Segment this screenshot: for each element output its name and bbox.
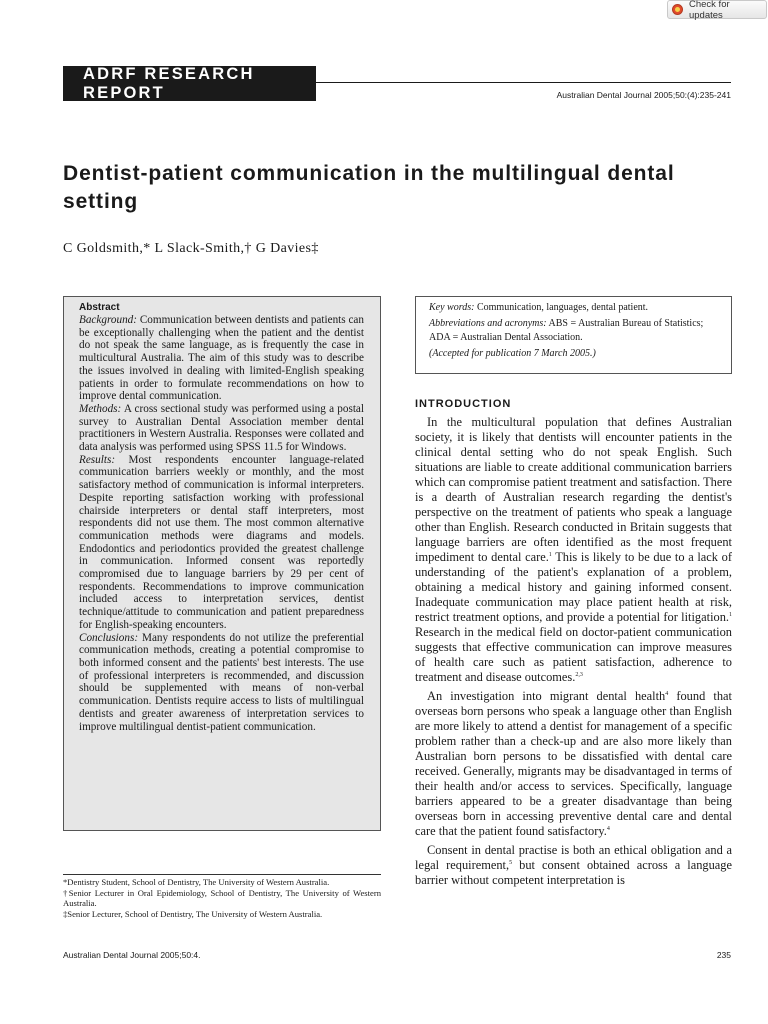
page-number: 235 [716, 950, 731, 960]
abbreviations-text: ABS = Australian Bureau of Statistics; ADA = Australian Dental Association. [429, 318, 704, 343]
paragraph: An investigation into migrant dental health$^4$ found that overseas born persons who speak a language other than English are more likely to attend a dentist for management of a specific problem rather than a check-up and are also more likely than Australian born persons to be dissatisfied with dental care received. Generally, migrants may be disadvantaged in terms of their health and/or access to services. Specifically, language barriers appeared to be a greater disadvantage than being overseas born in accessing preventive dental care and dental care that the patient found satisfactory.$^4$ [415, 689, 732, 838]
background-text: Communication between dentists and patients can be exceptionally challenging when the patient and the dentist do not speak the same language, as is frequently the case in multicultural Australia. The aim of this study was to describe the issues involved in dealing with limited-English speaking patients in order to formulate recommendations on how to improve dental communication. [79, 314, 364, 403]
footer-journal: Australian Dental Journal 2005;50:4. [63, 950, 201, 960]
abstract-methods [79, 403, 364, 454]
abbreviations [429, 317, 719, 344]
journal-reference: Australian Dental Journal 2005;50:(4):235-241 [556, 90, 731, 100]
paragraph: In the multicultural population that defines Australian society, it is likely that dentists will encounter patients in the clinical dental setting who do not speak English. Such situations are liable to create additional communication barriers which can compromise patient treatment and satisfaction. There is a dearth of Australian research regarding the dentist's perspective on the treatment of patients who speak a language other than English. Research conducted in Britain suggests that language barriers are often identified as the most frequent impediment to dental care.$^1$ This is likely to be due to a lack of understanding of the patient's explanation of a problem, obtaining a medical history and gaining informed consent. Inadequate communication may place patient health at risk, restrict treatment options, and provide a potential for litigation.$^1$ Research in the medical field on doctor-patient communication suggests that effective communication can improve measures of health care such as patient satisfaction, adherence to treatment and disease outcomes.$^{2,3}$ [415, 415, 732, 684]
conclusions-text: Many respondents do not utilize the preferential communication methods, creating a potential compromise to both informed consent and the patients' best interests. The use of professional interpreters is recommended, and discussion should be supplemented with means of non-verbal communication. Dentists require access to lists of multilingual dentists and greater awareness of interpretation services to improve multilingual dentist-patient communication. [79, 631, 364, 733]
abstract-results [79, 454, 364, 632]
paragraph: Consent in dental practise is both an ethical obligation and a legal requirement,$^5$ but consent obtained across a language barrier without competent interpretation is [415, 843, 733, 887]
abstract-conclusions [79, 632, 364, 734]
footnote: *Dentistry Student, School of Dentistry, The University of Western Australia. [63, 877, 330, 887]
check-for-updates-label: Check for updates [688, 0, 730, 21]
keywords-text: Communication, languages, dental patient. [474, 302, 649, 313]
abstract-heading: Abstract [79, 302, 120, 313]
footnote-rule [63, 874, 381, 875]
crossmark-icon [672, 4, 683, 15]
citation: 4 [665, 690, 669, 697]
background-label: Background: [79, 314, 137, 326]
footnote: ‡Senior Lecturer, School of Dentistry, The University of Western Australia. [63, 908, 323, 919]
article-title: Dentist-patient communication in the multilingual dental setting [63, 162, 675, 213]
check-for-updates-button[interactable] [667, 0, 767, 19]
conclusions-label: Conclusions: [79, 631, 139, 644]
keywords-label: Key words: [429, 302, 475, 313]
citation: 2,3 [575, 671, 583, 678]
methods-text: A cross sectional study was performed using a postal survey to Australian Dental Association member dental practitioners in Western Australia. Responses were collated and data analysis was performed using SPSS 11.5 for Windows. [79, 402, 364, 454]
author-list: C Goldsmith,* L Slack-Smith,† G Davies‡ [63, 241, 319, 256]
abstract-background [79, 314, 364, 403]
footnotes [63, 877, 381, 919]
citation: 5 [509, 859, 513, 866]
citation: 1 [548, 551, 552, 558]
accepted-date: (Accepted for publication 7 March 2005.) [429, 348, 596, 360]
citation: 4 [606, 825, 610, 832]
results-text: Most respondents encounter language-related communication barriers weekly or monthly, and the most satisfactory method of communication is informal interpreters. Despite reporting satisfaction working with professional chairside interpreters or dental staff interpreters, most respondents did not use them. The most common alternative communication methods were diagrams and models. Endodontics and periodontics provided the greatest challenge in communication. Informed consent was reportedly compromised due to language barriers by 29 per cent of respondents. Recommendations to improve communication included access to interpretation services, dentist technique/attitude to communication and patient preparedness for English-speaking encounters. [79, 453, 364, 631]
intro-body [415, 415, 732, 892]
keywords [429, 301, 719, 314]
methods-label: Methods: [79, 402, 122, 415]
results-label: Results: [79, 453, 116, 466]
report-banner: ADRF RESEARCH REPORT [63, 66, 316, 101]
keywords-box [415, 296, 732, 374]
citation: 1 [729, 611, 732, 618]
abbreviations-label: Abbreviations and acronyms: [429, 318, 547, 330]
abstract-box [63, 296, 381, 831]
section-heading: INTRODUCTION [415, 398, 512, 410]
header-rule [316, 82, 731, 83]
footnote: †Senior Lecturer in Oral Epidemiology, School of Dentistry, The University of Western Australia. [63, 887, 381, 909]
